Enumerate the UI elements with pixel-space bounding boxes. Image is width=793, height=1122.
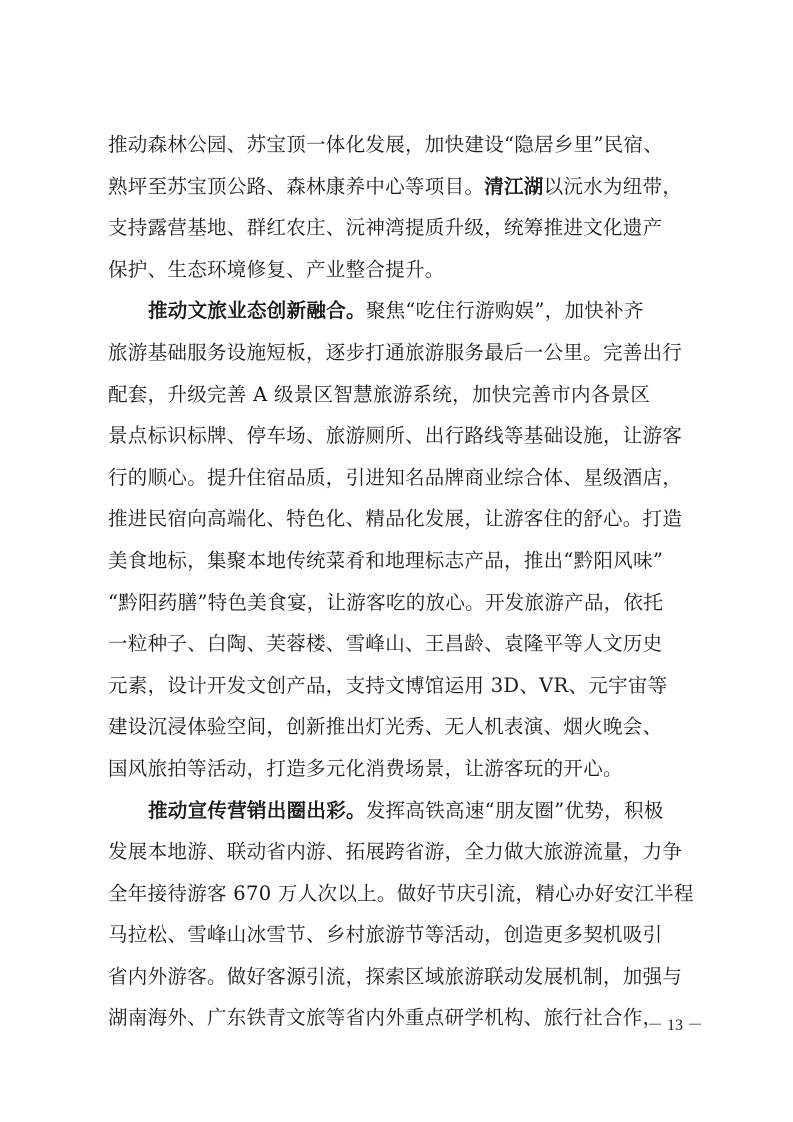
document-body xyxy=(108,124,698,1039)
text-line xyxy=(108,207,698,249)
text-line xyxy=(108,374,698,416)
text-line xyxy=(108,831,698,873)
text-line xyxy=(108,540,698,582)
text-line xyxy=(108,623,698,665)
text-line xyxy=(108,748,698,790)
text-line xyxy=(108,582,698,624)
body-text: 推动森林公园、苏宝顶一体化发展，加快建设“隐居乡里”民宿、 xyxy=(108,133,664,156)
bold-heading-text: 推动宣传营销出圈出彩。 xyxy=(148,798,366,822)
body-text: 国风旅拍等活动，打造多元化消费场景，让游客玩的开心。 xyxy=(108,756,623,780)
body-text: 行的顺心。提升住宿品质，引进知名品牌商业综合体、星级酒店， xyxy=(108,465,683,489)
text-line xyxy=(108,665,698,707)
body-text: 保护、生态环境修复、产业整合提升。 xyxy=(108,257,445,281)
text-line xyxy=(108,166,698,208)
text-line xyxy=(108,873,698,915)
page-number: － 13 － xyxy=(646,1017,703,1034)
text-line xyxy=(108,249,698,291)
text-line xyxy=(108,997,698,1039)
text-line xyxy=(108,332,698,374)
text-line xyxy=(108,914,698,956)
body-text: 支持露营基地、群红农庄、沅神湾提质升级，统筹推进文化遗产 xyxy=(108,216,663,240)
body-text: 全年接待游客 670 万人次以上。做好节庆引流，精心办好安江半程 xyxy=(108,881,694,905)
body-text: 一粒种子、白陶、芙蓉楼、雪峰山、王昌龄、袁隆平等人文历史 xyxy=(108,632,663,656)
text-line xyxy=(108,956,698,998)
text-line xyxy=(108,457,698,499)
body-text: 推进民宿向高端化、特色化、精品化发展，让游客住的舒心。打造 xyxy=(108,507,683,531)
body-text: 配套，升级完善 A 级景区智慧旅游系统，加快完善市内各景区 xyxy=(108,382,651,406)
body-text: 旅游基础服务设施短板，逐步打通旅游服务最后一公里。完善出行 xyxy=(108,340,683,364)
body-text: 熟坪至苏宝顶公路、森林康养中心等项目。 xyxy=(108,174,485,198)
body-text: 聚焦“吃住行游购娱”，加快补齐 xyxy=(365,299,644,323)
text-line xyxy=(108,498,698,540)
body-text: 发挥高铁高速“朋友圈”优势，积极 xyxy=(365,798,664,822)
body-text: 湖南海外、广东铁青文旅等省内外重点研学机构、旅行社合作， xyxy=(108,1006,663,1030)
body-text: 美食地标，集聚本地传统菜肴和地理标志产品，推出“黔阳风味” xyxy=(108,548,664,572)
text-line xyxy=(108,124,698,166)
text-line xyxy=(108,290,698,332)
body-text: “黔阳药膳”特色美食宴，让游客吃的放心。开发旅游产品，依托 xyxy=(108,590,664,614)
bold-heading-text: 推动文旅业态创新融合。 xyxy=(148,299,366,323)
bold-heading-text: 清江湖 xyxy=(484,174,544,198)
body-text: 省内外游客。做好客源引流，探索区域旅游联动发展机制，加强与 xyxy=(108,964,683,988)
text-line xyxy=(108,415,698,457)
body-text: 发展本地游、联动省内游、拓展跨省游，全力做大旅游流量，力争 xyxy=(108,840,683,864)
text-line xyxy=(108,790,698,832)
body-text: 以沅水为纽带， xyxy=(543,174,683,198)
text-line xyxy=(108,706,698,748)
body-text: 建设沉浸体验空间，创新推出灯光秀、无人机表演、烟火晚会、 xyxy=(108,715,663,739)
body-text: 马拉松、雪峰山冰雪节、乡村旅游节等活动，创造更多契机吸引 xyxy=(108,923,663,947)
body-text: 元素，设计开发文创产品，支持文博馆运用 3D、VR、元宇宙等 xyxy=(108,673,668,697)
body-text: 景点标识标牌、停车场、旅游厕所、出行路线等基础设施，让游客 xyxy=(108,424,683,448)
